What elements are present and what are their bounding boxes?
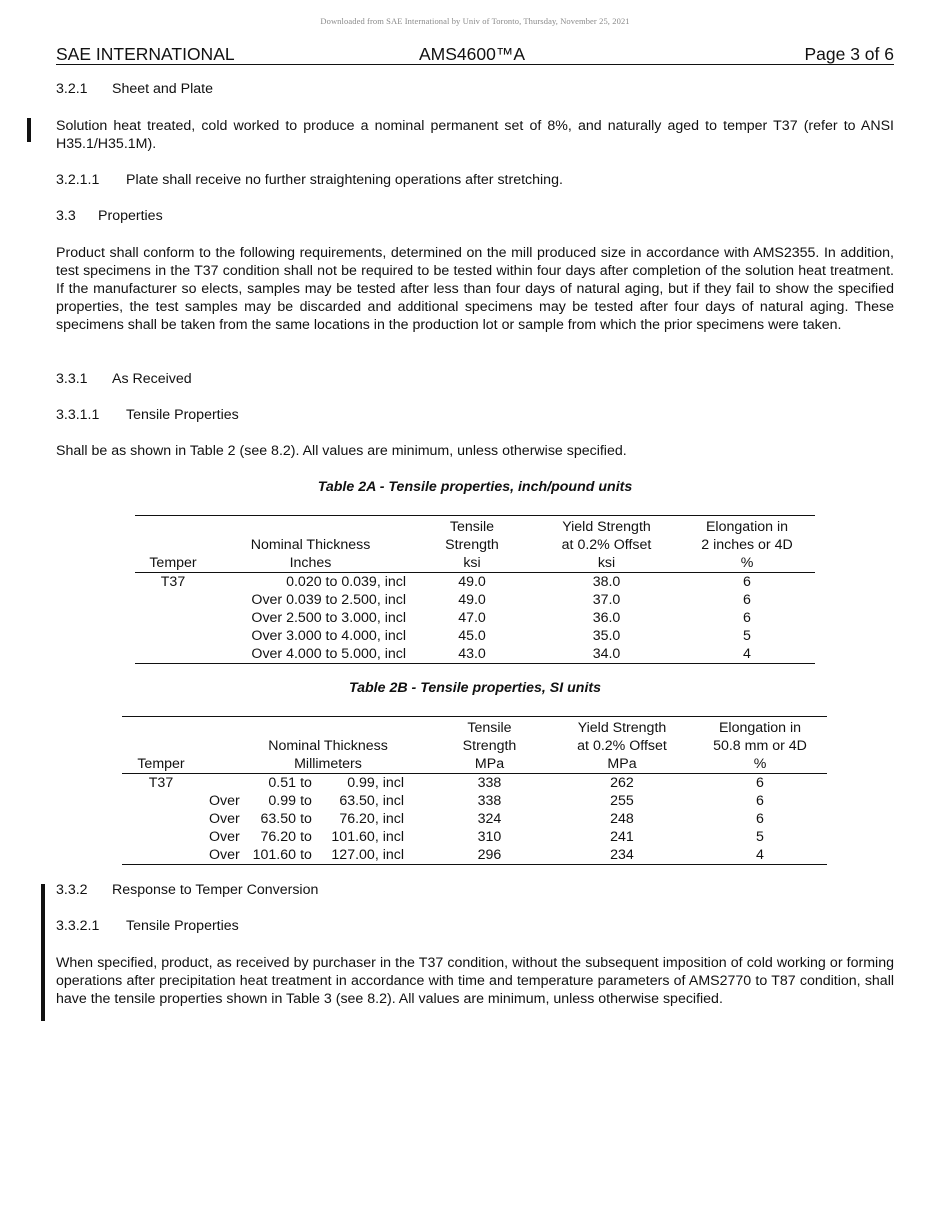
cell-to: to — [300, 829, 312, 845]
download-notice: Downloaded from SAE International by Univ of Toronto, Thursday, November 25, 2021 — [320, 16, 630, 26]
section-3-2-1-1-heading — [56, 171, 894, 189]
table-2b-header-tensile-1: Tensile — [428, 717, 551, 738]
change-bar — [27, 118, 31, 142]
cell-temper — [122, 828, 200, 846]
table-row — [135, 609, 815, 627]
cell-to: to — [300, 811, 312, 827]
section-title: Plate shall receive no further straightening operations after stretching. — [126, 172, 563, 188]
table-2a-header-thickness-1: Nominal Thickness — [250, 537, 371, 553]
section-3-3-1-heading — [56, 370, 894, 388]
section-title: Tensile Properties — [126, 407, 239, 423]
cell-yield: 262 — [610, 775, 634, 791]
cell-elongation: 4 — [679, 645, 815, 664]
cell-yield: 36.0 — [592, 610, 621, 626]
table-2a-header-elong-1: Elongation in — [679, 516, 815, 537]
table-2a-header-yield-2: at 0.2% Offset — [561, 537, 652, 553]
cell-thickness: Over 4.000 to 5.000, incl — [211, 645, 410, 664]
section-3-3-2-1-paragraph: When specified, product, as received by purchaser in the T37 condition, without the subsequent imposition of cold working or forming operations after precipitation heat treatment in accordance with time and temperature parameters of AMS2770 to T87 condition, shall have the tensile properties shown in Table 3 (see 8.2). All values are minimum, unless otherwise specified. — [56, 955, 894, 1007]
table-row — [122, 774, 827, 793]
cell-temper — [135, 645, 211, 664]
table-2b-header-tensile-3: MPa — [428, 755, 551, 774]
cell-yield: 38.0 — [592, 574, 621, 590]
section-number: 3.2.1.1 — [56, 172, 100, 188]
table-2b — [122, 716, 827, 865]
cell-to: to — [296, 846, 316, 865]
table-2a-header-elong-3: % — [679, 554, 815, 573]
header-page-number: Page 3 of 6 — [804, 44, 894, 64]
cell-from: 101.60 — [246, 846, 296, 865]
table-2a-header-yield-3: ksi — [534, 554, 679, 573]
cell-from: 63.50 — [260, 811, 296, 827]
section-number: 3.3 — [56, 208, 76, 224]
cell-tensile: 310 — [477, 829, 502, 845]
table-2b-header-tensile-2: Strength — [462, 738, 517, 754]
cell-yield: 241 — [610, 829, 634, 845]
cell-over: Over — [209, 811, 240, 827]
section-3-3-heading — [56, 207, 894, 225]
table-2b-header-yield-1: Yield Strength — [551, 717, 693, 738]
change-bar — [41, 884, 45, 1021]
cell-elongation: 4 — [693, 846, 827, 865]
section-3-3-2-1-heading — [56, 917, 894, 935]
table-2a-caption: Table 2A - Tensile properties, inch/pound units — [317, 479, 633, 495]
cell-thickness: Over 3.000 to 4.000, incl — [251, 628, 406, 644]
cell-from: 0.99 — [268, 793, 296, 809]
cell-elongation: 6 — [756, 793, 764, 809]
cell-elongation: 5 — [756, 829, 764, 845]
cell-from: 76.20 — [260, 829, 296, 845]
section-number: 3.3.1 — [56, 371, 88, 387]
table-2a-header-tensile-1: Tensile — [410, 516, 534, 537]
section-3-2-1-heading — [56, 80, 894, 98]
header-org: SAE INTERNATIONAL — [56, 44, 235, 64]
table-row — [122, 828, 827, 846]
cell-elongation: 6 — [756, 775, 764, 791]
cell-temper — [122, 810, 200, 828]
table-row — [122, 792, 827, 810]
section-3-3-1-1-paragraph: Shall be as shown in Table 2 (see 8.2). All values are minimum, unless otherwise specified. — [56, 443, 627, 459]
cell-upto: 0.99, incl — [347, 775, 404, 791]
cell-tensile: 324 — [477, 811, 502, 827]
section-title: As Received — [112, 371, 192, 387]
table-2b-header-yield-2: at 0.2% Offset — [577, 738, 667, 754]
section-3-3-paragraph: Product shall conform to the following requirements, determined on the mill produced size in accordance with AMS2355. In addition, test specimens in the T37 condition shall not be required to be tested within four days after completion of the solution heat treatment. If the manufacturer so elects, samples may be tested after less than four days of natural aging, but if they fail to show the specified properties, the test samples may be discarded and additional specimens may be tested after four days of natural aging. These specimens shall be taken from the same locations in the production lot or sample from which the prior specimens were taken. — [56, 245, 894, 333]
cell-tensile: 45.0 — [458, 628, 486, 644]
cell-temper — [122, 792, 200, 810]
cell-temper: T37 — [160, 574, 186, 590]
cell-over: Over — [200, 846, 246, 865]
table-2a-header-yield-1: Yield Strength — [534, 516, 679, 537]
section-title: Properties — [98, 208, 163, 224]
cell-temper — [135, 609, 211, 627]
cell-elongation: 6 — [756, 811, 764, 827]
cell-temper: T37 — [148, 775, 174, 791]
cell-to: to — [300, 793, 312, 809]
cell-tensile: 49.0 — [458, 574, 486, 590]
cell-to: to — [300, 775, 312, 791]
table-row — [122, 846, 827, 865]
section-title: Response to Temper Conversion — [112, 882, 319, 898]
cell-tensile: 43.0 — [410, 645, 534, 664]
section-title: Sheet and Plate — [112, 81, 213, 97]
table-row — [122, 810, 827, 828]
cell-yield: 37.0 — [592, 592, 621, 608]
table-row — [135, 627, 815, 645]
cell-temper — [122, 846, 200, 865]
section-number: 3.3.1.1 — [56, 407, 100, 423]
cell-thickness: Over 0.039 to 2.500, incl — [251, 592, 406, 608]
table-2a-header-tensile-3: ksi — [410, 554, 534, 573]
table-2b-header-yield-3: MPa — [551, 755, 693, 774]
cell-thickness: Over 2.500 to 3.000, incl — [251, 610, 406, 626]
table-row — [135, 573, 815, 592]
table-2b-header-thickness-2: Millimeters — [200, 755, 428, 774]
table-2a-header-tensile-2: Strength — [445, 537, 499, 553]
page-header — [56, 44, 894, 65]
section-3-3-2-heading — [56, 881, 894, 899]
table-2a-header-thickness-2: Inches — [211, 554, 410, 573]
table-2b-header-thickness-1: Nominal Thickness — [268, 738, 388, 754]
table-2a-header-elong-2: 2 inches or 4D — [701, 537, 793, 553]
cell-elongation: 6 — [743, 610, 751, 626]
table-row — [135, 591, 815, 609]
table-2a-header-temper: Temper — [135, 554, 211, 573]
cell-thickness: 0.020 to 0.039, incl — [286, 574, 406, 590]
cell-over — [200, 774, 246, 793]
cell-upto: 101.60, incl — [331, 829, 404, 845]
section-3-3-1-1-heading — [56, 406, 894, 424]
cell-temper — [135, 627, 211, 645]
table-2b-header-elong-3: % — [693, 755, 827, 774]
cell-upto: 76.20, incl — [339, 811, 404, 827]
cell-tensile: 47.0 — [458, 610, 486, 626]
section-number: 3.2.1 — [56, 81, 88, 97]
cell-elongation: 5 — [743, 628, 751, 644]
table-2b-caption: Table 2B - Tensile properties, SI units — [348, 680, 601, 696]
cell-tensile: 49.0 — [458, 592, 486, 608]
cell-upto: 63.50, incl — [339, 793, 404, 809]
cell-yield: 255 — [610, 793, 634, 809]
cell-elongation: 6 — [743, 592, 751, 608]
cell-from: 0.51 — [268, 775, 296, 791]
cell-yield: 35.0 — [592, 628, 621, 644]
header-doc-id: AMS4600™A — [419, 44, 526, 64]
cell-yield: 234 — [551, 846, 693, 865]
section-number: 3.3.2 — [56, 882, 88, 898]
cell-temper — [135, 591, 211, 609]
section-number: 3.3.2.1 — [56, 918, 100, 934]
cell-yield: 34.0 — [534, 645, 679, 664]
cell-yield: 248 — [610, 811, 634, 827]
cell-elongation: 6 — [743, 574, 751, 590]
section-3-2-1-paragraph: Solution heat treated, cold worked to produce a nominal permanent set of 8%, and naturally aged to temper T37 (refer to ANSI H35.1/H35.1M). — [56, 118, 894, 152]
cell-tensile: 338 — [477, 775, 502, 791]
table-2a — [135, 515, 815, 664]
table-2b-header-elong-1: Elongation in — [693, 717, 827, 738]
cell-over: Over — [209, 829, 240, 845]
table-2b-header-elong-2: 50.8 mm or 4D — [713, 738, 807, 754]
section-title: Tensile Properties — [126, 918, 239, 934]
cell-over: Over — [209, 793, 240, 809]
cell-upto: 127.00, incl — [316, 846, 428, 865]
cell-tensile: 296 — [428, 846, 551, 865]
table-row — [135, 645, 815, 664]
table-2b-header-temper: Temper — [122, 755, 200, 774]
cell-tensile: 338 — [477, 793, 502, 809]
